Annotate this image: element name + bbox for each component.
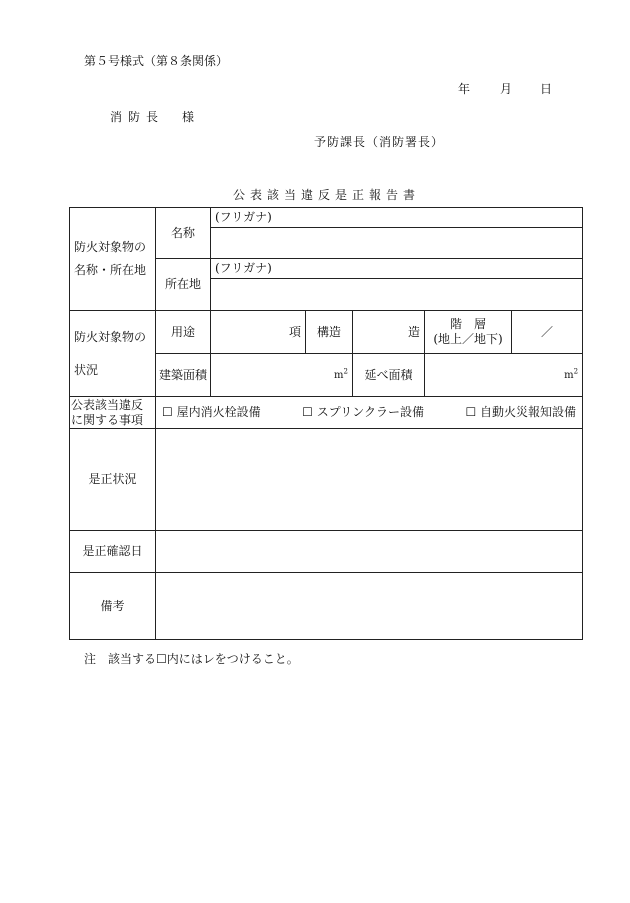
confirmation-date-label: 是正確認日 xyxy=(70,531,156,573)
date-year-label: 年 xyxy=(458,82,471,96)
name-furigana: (フリガナ) xyxy=(211,208,583,228)
date-month-label: 月 xyxy=(500,82,513,96)
remarks-label: 備考 xyxy=(70,573,156,640)
floors-field[interactable] xyxy=(512,311,583,354)
use-unit: 項 xyxy=(288,324,301,339)
location-label: 所在地 xyxy=(156,259,211,311)
location-field[interactable] xyxy=(211,279,583,311)
document-title: 公表該当違反是正報告書 xyxy=(233,188,421,202)
addressee: 消防長 様 xyxy=(110,110,201,124)
structure-unit: 造 xyxy=(407,324,420,339)
name-location-label-cell xyxy=(70,208,156,311)
floors-label-line2: (地上／地下) xyxy=(433,332,503,346)
remarks-field[interactable] xyxy=(156,573,583,640)
confirmation-date-field[interactable] xyxy=(156,531,583,573)
form-number: 第５号様式（第８条関係） xyxy=(84,54,229,68)
total-area-unit: $m^2$ xyxy=(564,367,579,382)
name-label: 名称 xyxy=(156,208,211,259)
correction-status-field[interactable] xyxy=(156,429,583,531)
violation-label-cell xyxy=(70,397,156,429)
floors-label-line1: 階 層 xyxy=(449,317,486,331)
use-field[interactable] xyxy=(211,311,306,354)
name-location-label-line2: 名称・所在地 xyxy=(74,263,147,277)
floors-separator: ／ xyxy=(541,324,554,339)
date-day-label: 日 xyxy=(540,82,553,96)
equipment-option-indoor-hydrant[interactable] xyxy=(162,405,261,420)
correction-status-label: 是正状況 xyxy=(70,429,156,531)
structure-label: 構造 xyxy=(306,311,353,354)
total-area-label: 延べ面積 xyxy=(353,354,425,397)
equipment-option-fire-alarm[interactable] xyxy=(465,405,576,420)
status-label-line2: 状況 xyxy=(74,362,99,377)
building-area-field[interactable] xyxy=(211,354,353,397)
name-location-label-line1: 防火対象物の xyxy=(74,240,147,254)
floors-label-cell xyxy=(425,311,512,354)
equipment-label: 屋内消火栓設備 xyxy=(176,405,261,419)
structure-field[interactable] xyxy=(353,311,425,354)
equipment-label: スプリンクラー設備 xyxy=(316,405,424,419)
violation-label-line1: 公表該当違反 xyxy=(71,397,144,412)
status-label-line1: 防火対象物の xyxy=(74,329,147,344)
total-area-field[interactable] xyxy=(425,354,583,397)
building-area-label: 建築面積 xyxy=(156,354,211,397)
equipment-option-sprinkler[interactable] xyxy=(302,405,424,420)
location-furigana: (フリガナ) xyxy=(211,259,583,279)
footnote: 注 該当する☐内にはレをつけること。 xyxy=(84,652,299,666)
use-label: 用途 xyxy=(156,311,211,354)
checkbox-icon[interactable]: ☐ xyxy=(162,405,173,419)
violation-label-line2: に関する事項 xyxy=(71,412,144,427)
name-field[interactable] xyxy=(211,228,583,259)
sender: 予防課長（消防署長） xyxy=(314,135,445,149)
equipment-label: 自動火災報知設備 xyxy=(480,405,577,419)
checkbox-icon[interactable]: ☐ xyxy=(302,405,313,419)
status-label-cell xyxy=(70,311,156,397)
report-form-table xyxy=(69,207,583,640)
building-area-unit: $m^2$ xyxy=(334,367,348,382)
equipment-row xyxy=(160,405,578,420)
equipment-options xyxy=(156,397,583,429)
checkbox-icon[interactable]: ☐ xyxy=(465,405,477,419)
